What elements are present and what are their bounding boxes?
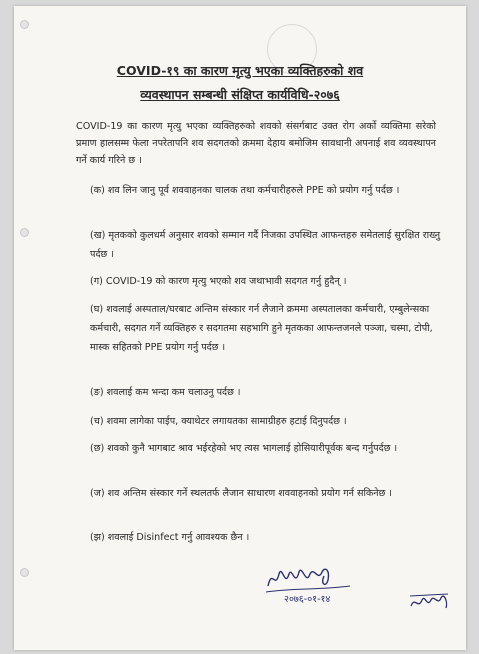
list-item: (घ) शवलाई अस्पताल/घरबाट अन्तिम संस्कार गर्न लैजाने क्रममा अस्पतालका कर्मचारी, एम्बुलेन्सका कर्मचारी, सदगत गर्ने व्यक्तिहरु र सदगतमा सहभागि हुने मृतकका आफन्तजनले पञ्जा, चस्मा, टोपी, मास्क सहितको PPE प्रयोग गर्नु पर्दछ । [90,304,433,353]
punch-hole [20,228,29,237]
intro-paragraph: COVID-19 का कारण मृत्यु भएका व्यक्तिहरुको शवको संसर्गबाट उक्त रोग अर्को व्यक्तिमा सरेको प्रमाण हालसम्म फेला नपरेतापनि शव सदगतको क्रममा देहाय बमोजिम सावधानी अपनाई शव व्यवस्थापन गर्ने कार्य गरिने छ । [76,121,436,166]
document-title-line-1: COVID-१९ का कारण मृत्यु भएका व्यक्तिहरुको शव [116,63,364,78]
list-item: (ख) मृतकको कुलधर्म अनुसार शवको सम्मान गर्दै निजका उपस्थित आफन्तहरु समेतलाई सुरक्षित राख्नु पर्दछ । [90,230,441,260]
punch-hole [20,568,29,577]
list-item: (ग) COVID-19 को कारण मृत्यु भएको शव जथाभावी सदगत गर्नु हुदैन् । [90,276,347,287]
list-item: (ज) शव अन्तिम संस्कार गर्ने स्थलतर्फ लैजान साधारण शववाहनको प्रयोग गर्न सकिनेछ । [90,488,393,499]
signature-with-date [262,558,366,604]
list-item: (च) शवमा लागेका पाईप, क्याथेटर लगायतका सामाग्रीहरु हटाई दिनुपर्दछ । [90,416,347,427]
document-page [14,6,466,650]
list-item: (क) शव लिन जानु पूर्व शववाहनका चालक तथा कर्मचारीहरुले PPE को प्रयोग गर्नु पर्दछ । [90,185,400,196]
list-item: (छ) शवको कुनै भागबाट श्राव भईरहेको भए त्यस भागलाई होसियारीपूर्वक बन्द गर्नुपर्दछ । [90,443,398,454]
svg-text:२०७६-०१-१४: २०७६-०१-१४ [284,594,331,604]
list-item: (झ) शवलाई Disinfect गर्नु आवश्यक छैन । [90,532,250,543]
initial-signature [408,588,452,616]
punch-hole [20,20,29,29]
document-title-line-2: व्यवस्थापन सम्बन्धी संक्षिप्त कार्यविधि-२०७६ [140,87,340,102]
list-item: (ङ) शवलाई कम भन्दा कम चलाउनु पर्दछ । [90,387,241,398]
